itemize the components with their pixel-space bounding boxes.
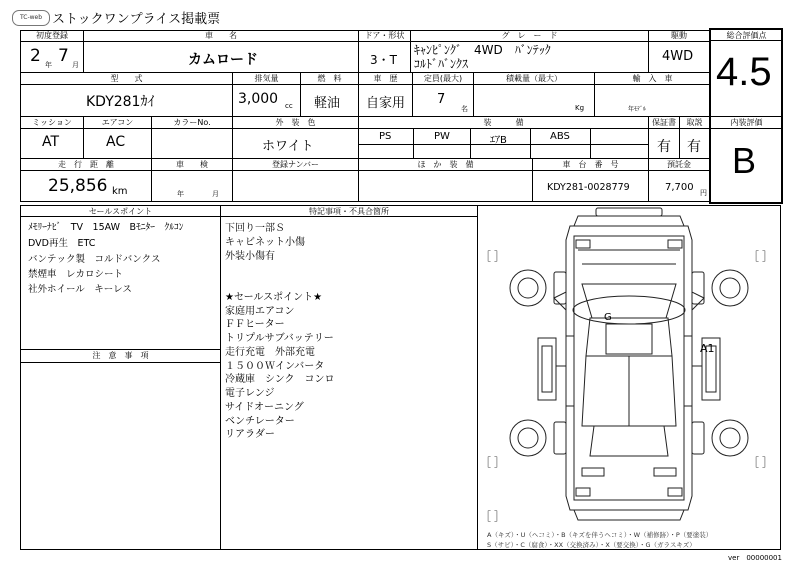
yen-unit: 円 (700, 189, 707, 197)
equip-pw: PW (434, 131, 450, 142)
displacement-value: 3,000 (238, 91, 279, 107)
note-line: ベンチレーター (225, 416, 295, 427)
sales-point: バンテック製 コルドバンクス (28, 254, 161, 265)
label-interior: 内装評価 (730, 118, 763, 127)
label-grade: グ レ ー ド (501, 31, 558, 40)
load-unit: Kg (575, 104, 585, 112)
label-aircon: エアコン (101, 118, 134, 127)
equip-abs: ABS (550, 131, 570, 142)
capacity-unit: 名 (461, 105, 468, 113)
label-mission: ミッション (32, 118, 72, 127)
diagram-bracket-left: ［ (480, 510, 491, 523)
interior-score: B (732, 140, 757, 181)
sales-point: 禁煙車 レカロシート (28, 269, 124, 280)
drive-value: 4WD (662, 49, 694, 64)
label-displacement: 排気量 (254, 74, 279, 83)
import-model-year: 年ﾓﾃﾞﾙ (628, 106, 647, 113)
note-line: 下回り一部Ｓ (225, 223, 285, 234)
logo: TC-web (12, 10, 50, 26)
label-special-notes: 特記事項・不具合箇所 (309, 207, 389, 216)
note-line: リアラダー (225, 429, 275, 440)
note-line: ＦＦヒーター (225, 319, 285, 330)
label-color-no: カラーNo. (173, 118, 211, 127)
diagram-mark-a1: A1 (700, 342, 715, 355)
chassis-value: KDY281-0028779 (547, 182, 630, 193)
first-reg-year: 2 (30, 46, 41, 66)
label-warranty: 保証書 (652, 118, 676, 127)
aircon-value: AC (106, 134, 126, 150)
diagram-bracket-right: ］ (762, 456, 773, 469)
capacity-value: 7 (437, 92, 446, 107)
label-other-equip: ほ か 装 備 (417, 160, 474, 169)
note-line: 電子レンジ (225, 388, 275, 399)
fuel-value: 軽油 (314, 96, 341, 111)
label-mileage: 走 行 距 離 (58, 160, 114, 169)
diagram-bracket-left: ［ (748, 250, 759, 263)
recycle-value: 7,700 (665, 182, 694, 193)
note-line: 冷蔵庫 シンク コンロ (225, 374, 335, 385)
mission-value: AT (42, 134, 60, 150)
note-line: 家庭用エアコン (225, 306, 295, 317)
ext-color-value: ホワイト (262, 139, 314, 154)
label-drive: 駆動 (671, 31, 687, 40)
sales-point: DVD再生 ETC (28, 238, 96, 249)
month-unit: 月 (72, 61, 79, 69)
vehicle-damage-diagram (478, 206, 780, 528)
year-unit: 年 (45, 61, 52, 69)
note-line: キャビネット小傷 (225, 237, 305, 248)
diagram-bracket-right: ］ (494, 510, 505, 523)
label-sales-points: セールスポイント (88, 207, 153, 216)
note-line: トリプルサブバッテリー (225, 333, 334, 344)
diagram-bracket-left: ［ (480, 250, 491, 263)
note-line: ★セールスポイント★ (225, 292, 323, 303)
label-ext-color: 外 装 色 (275, 118, 316, 127)
door-value: 3・T (370, 53, 397, 67)
note-line: 外装小傷有 (225, 251, 275, 262)
manual-value: 有 (687, 139, 701, 155)
document-title: ストックワンプライス掲載票 (52, 12, 221, 27)
label-equipment: 装 備 (483, 118, 524, 127)
history-value: 自家用 (366, 96, 406, 111)
label-import: 輸 入 車 (632, 74, 673, 83)
mileage-value: 25,856 (48, 176, 108, 196)
model-value: KDY281ｶｲ (86, 94, 155, 110)
label-fuel: 燃 料 (317, 74, 342, 83)
label-first-reg: 初度登録 (36, 31, 68, 40)
sales-point: ﾒﾓﾘｰﾅﾋﾞ TV 15AW Bﾓﾆﾀｰ ｸﾙｺﾝ (28, 222, 184, 233)
label-recycle: 預託金 (667, 160, 691, 169)
label-model: 型 式 (110, 74, 143, 83)
grade-line-2: ｺﾙﾄﾞﾊﾞﾝｸｽ (414, 57, 469, 71)
sales-point: 社外ホイール キーレス (28, 284, 132, 295)
diagram-bracket-left: ［ (748, 456, 759, 469)
label-inspection: 車 検 (176, 160, 208, 169)
label-reg-plate: 登録ナンバー (271, 160, 320, 169)
cc-unit: cc (285, 102, 293, 110)
diagram-bracket-right: ］ (494, 456, 505, 469)
km-unit: km (112, 186, 128, 197)
car-name-value: カムロード (188, 52, 258, 68)
insp-month-unit: 月 (212, 190, 219, 198)
first-reg-month: 7 (58, 46, 69, 66)
grade-line-1: ｷｬﾝﾋﾟﾝｸﾞ 4WD ﾊﾞﾝﾃｯｸ (414, 43, 551, 57)
diagram-bracket-right: ］ (494, 250, 505, 263)
overall-score: 4.5 (716, 50, 772, 94)
label-load: 積載量（最大） (506, 74, 562, 83)
label-overall-grade: 総合評価点 (726, 31, 767, 40)
warranty-value: 有 (657, 139, 671, 155)
note-line: １５００Ｗインバータ (225, 361, 325, 372)
equip-ps: PS (379, 131, 392, 142)
label-manual: 取説 (686, 118, 703, 127)
label-chassis: 車 台 番 号 (562, 160, 619, 169)
note-line: サイドオーニング (225, 402, 304, 413)
label-door: ドア・形状 (364, 31, 405, 40)
note-line: 走行充電 外部充電 (225, 347, 315, 358)
label-capacity: 定員(最大) (423, 74, 463, 83)
damage-legend-line-1: A（キズ）・U（ヘコミ）・B（キズを伴うヘコミ）・W（補修跡）・P（要塗装） (487, 531, 713, 539)
label-car-name: 車 名 (205, 31, 237, 40)
diagram-bracket-right: ］ (762, 250, 773, 263)
version-label: ver 00000001 (728, 554, 782, 562)
label-cautions: 注 意 事 項 (92, 351, 149, 360)
equip-airbag: ｴｱB (490, 135, 507, 146)
damage-legend-line-2: S（サビ）・C（腐食）・XX（交換済み）・X（要交換）・G（ガラスキズ） (487, 541, 696, 549)
diagram-mark-g: G (604, 312, 612, 323)
label-history: 車 歴 (373, 74, 398, 83)
diagram-bracket-left: ［ (480, 456, 491, 469)
insp-year-unit: 年 (177, 190, 184, 198)
